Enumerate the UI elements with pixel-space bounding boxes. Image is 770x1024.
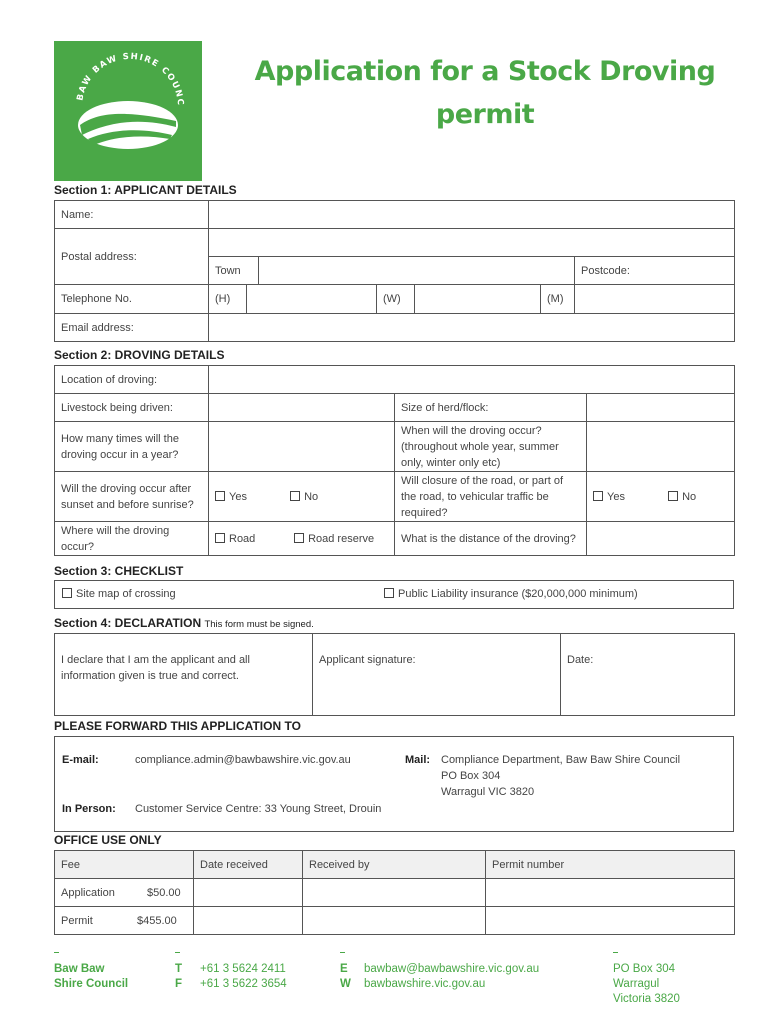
checkbox-icon[interactable] (384, 588, 394, 598)
page-title: Application for a Stock Droving permit (254, 56, 716, 130)
distance-field[interactable] (587, 522, 735, 556)
road-option[interactable]: Road (215, 531, 291, 547)
postcode-label: Postcode: (575, 257, 735, 285)
declaration-note: This form must be signed. (204, 619, 314, 630)
forward-mail-label: Mail: (405, 754, 431, 766)
col-header-fee: Fee (55, 851, 194, 879)
phone-work-field[interactable] (415, 285, 540, 313)
section1-heading: Section 1: APPLICANT DETAILS (54, 183, 237, 197)
name-field[interactable] (209, 201, 735, 229)
footer-address: PO Box 304 Warragul Victoria 3820 (613, 963, 680, 1005)
fee-row-application: Application $50.00 (55, 879, 194, 907)
after-sunset-options (209, 472, 395, 522)
phone-home-label: (H) (209, 285, 247, 313)
fee-row-permit: Permit $455.00 (55, 907, 194, 935)
phone-home-cell (209, 285, 377, 314)
checkbox-icon[interactable] (215, 491, 225, 501)
section4-heading: Section 4: DECLARATION This form must be signed. (54, 616, 314, 630)
email-field[interactable] (209, 314, 735, 342)
distance-label: What is the distance of the droving? (395, 522, 587, 556)
declaration-text: I declare that I am the applicant and all information given is true and correct. (55, 634, 313, 716)
road-reserve-option[interactable]: Road reserve (294, 531, 374, 547)
when-label: When will the droving occur? (throughout whole year, summer only, winter only etc) (395, 422, 587, 472)
checkbox-icon[interactable] (294, 533, 304, 543)
footer-fax: +61 3 5622 3654 (200, 978, 287, 990)
applicant-details-table (54, 200, 735, 342)
closure-no-option[interactable]: No (668, 489, 696, 505)
footer-divider (54, 952, 59, 953)
insurance-option[interactable]: Public Liability insurance ($20,000,000 minimum) (384, 586, 638, 602)
footer-divider (340, 952, 345, 953)
footer-phones (200, 962, 287, 992)
where-options (209, 522, 395, 556)
site-map-option[interactable]: Site map of crossing (62, 586, 176, 602)
checkbox-icon[interactable] (290, 491, 300, 501)
location-field[interactable] (209, 366, 735, 394)
livestock-field[interactable] (209, 394, 395, 422)
road-closure-label: Will closure of the road, or part of the road, to vehicular traffic be required? (395, 472, 587, 522)
phone-home-field[interactable] (247, 285, 376, 313)
applicant-signature-field[interactable]: Applicant signature: (313, 634, 561, 716)
col-header-received-by: Received by (303, 851, 486, 879)
email-label: Email address: (55, 314, 209, 342)
footer-divider (613, 952, 618, 953)
checkbox-icon[interactable] (62, 588, 72, 598)
phone-mobile-field[interactable] (575, 285, 735, 314)
road-closure-options (587, 472, 735, 522)
footer-divider (175, 952, 180, 953)
footer-ew-labels: E W (340, 963, 351, 990)
times-per-year-field[interactable] (209, 422, 395, 472)
town-label: Town (209, 257, 259, 285)
table-cell[interactable] (303, 907, 486, 935)
footer-org-name: Baw Baw Shire Council (54, 963, 129, 990)
after-sunset-label: Will the droving occur after sunset and before sunrise? (55, 472, 209, 522)
footer-phone[interactable]: +61 3 5624 2411 (200, 963, 286, 975)
herd-size-field[interactable] (587, 394, 735, 422)
town-field[interactable] (259, 257, 575, 285)
telephone-label: Telephone No. (55, 285, 209, 314)
table-cell[interactable] (194, 907, 303, 935)
footer-web-link[interactable]: bawbawshire.vic.gov.au (364, 978, 486, 990)
sunset-yes-option[interactable]: Yes (215, 489, 287, 505)
location-label: Location of droving: (55, 366, 209, 394)
postal-address-field[interactable] (209, 229, 735, 257)
col-header-permit-number: Permit number (486, 851, 735, 879)
name-label: Name: (55, 201, 209, 229)
forward-email-label: E-mail: (62, 754, 99, 766)
table-cell[interactable] (303, 879, 486, 907)
checklist-box (54, 580, 734, 609)
times-per-year-label: How many times will the droving occur in a year? (55, 422, 209, 472)
footer-tf-labels: T F (175, 963, 183, 990)
forward-heading: PLEASE FORWARD THIS APPLICATION TO (54, 719, 301, 733)
office-use-heading: OFFICE USE ONLY (54, 833, 162, 847)
declaration-table (54, 633, 735, 716)
table-cell[interactable] (486, 907, 735, 935)
footer-email-link[interactable]: bawbaw@bawbawshire.vic.gov.au (364, 963, 540, 975)
svg-text:BAW BAW SHIRE COUNCIL (54, 41, 185, 107)
forward-inperson-value: Customer Service Centre: 33 Young Street, Drouin (135, 803, 382, 815)
forward-email-value[interactable]: compliance.admin@bawbawshire.vic.gov.au (135, 754, 351, 766)
forward-box (54, 736, 734, 832)
col-header-date-received: Date received (194, 851, 303, 879)
forward-inperson-label: In Person: (62, 803, 116, 815)
where-label: Where will the droving occur? (55, 522, 209, 556)
forward-mail-address: Compliance Department, Baw Baw Shire Council PO Box 304 Warragul VIC 3820 (441, 754, 681, 798)
checkbox-icon[interactable] (593, 491, 603, 501)
logo-text: BAW BAW SHIRE COUNC (75, 51, 186, 107)
table-cell[interactable] (194, 879, 303, 907)
sunset-no-option[interactable]: No (290, 489, 318, 505)
footer-contacts (364, 962, 539, 992)
checkbox-icon[interactable] (668, 491, 678, 501)
phone-work-label: (W) (377, 285, 415, 313)
section2-heading: Section 2: DROVING DETAILS (54, 348, 225, 362)
closure-yes-option[interactable]: Yes (593, 489, 665, 505)
when-field[interactable] (587, 422, 735, 472)
logo-mark-icon (54, 41, 202, 181)
livestock-label: Livestock being driven: (55, 394, 209, 422)
phone-work-cell (377, 285, 541, 314)
postal-address-label: Postal address: (55, 229, 209, 285)
herd-size-label: Size of herd/flock: (395, 394, 587, 422)
table-cell[interactable] (486, 879, 735, 907)
checkbox-icon[interactable] (215, 533, 225, 543)
droving-details-table (54, 365, 735, 556)
council-logo (54, 41, 202, 181)
office-use-table (54, 850, 735, 935)
declaration-date-field[interactable]: Date: (561, 634, 735, 716)
phone-mobile-label: (M) (541, 285, 575, 314)
section3-heading: Section 3: CHECKLIST (54, 564, 184, 578)
